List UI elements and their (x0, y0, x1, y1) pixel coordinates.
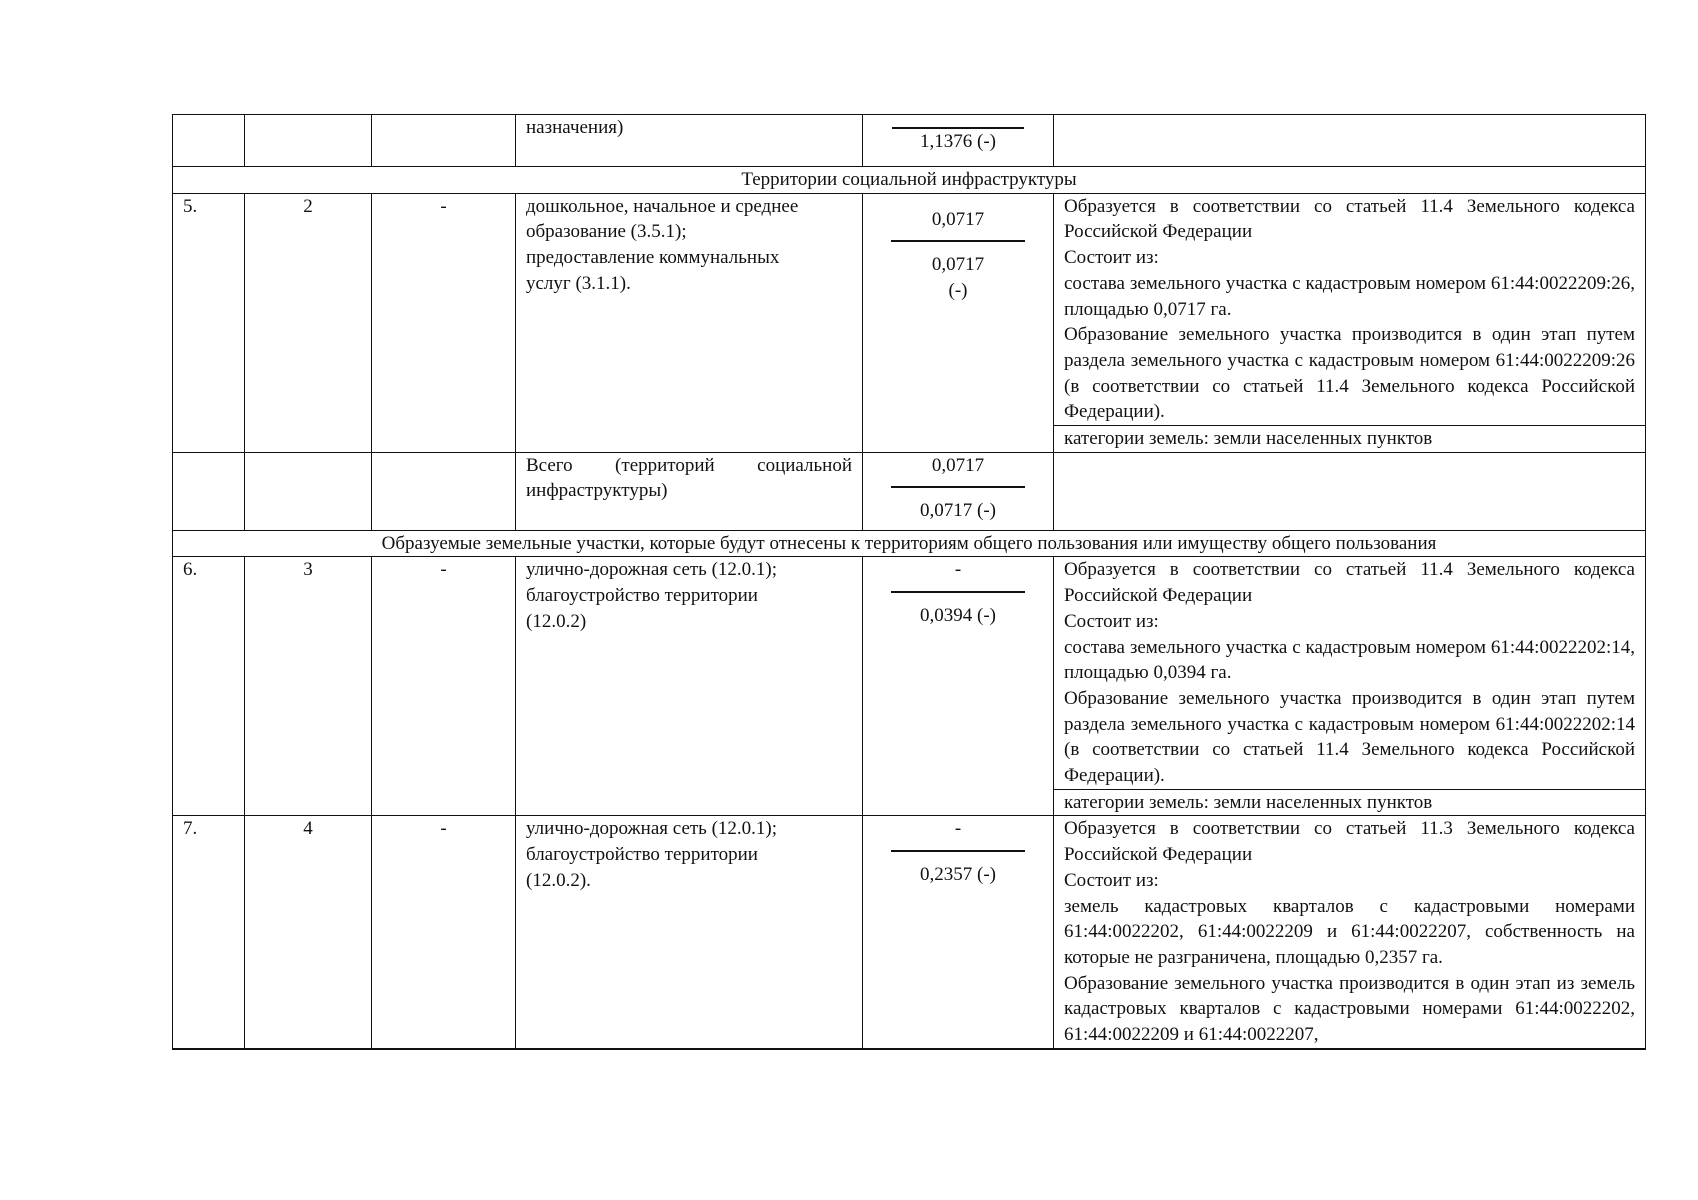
table-row-5 (173, 193, 1646, 452)
section-title-public: Образуемые земельные участки, которые будут отнесены к территориям общего пользования или имуществу общего пользования (173, 530, 1646, 557)
note-line: Состоит из: (1064, 610, 1159, 632)
note-line: Состоит из: (1064, 247, 1159, 269)
use-line: (12.0.2). (526, 869, 591, 891)
dash-cell: - (372, 557, 516, 816)
cell-empty (1054, 115, 1646, 167)
note-cell (1054, 557, 1646, 816)
use-cell (516, 193, 863, 452)
use-cell (516, 816, 863, 1049)
cell-empty (245, 115, 372, 167)
area-bottom: 0,0717 (931, 254, 985, 276)
use-line: улично-дорожная сеть (12.0.1); (526, 559, 778, 581)
area-cell (863, 115, 1054, 167)
note-line: Образуется в соответствии со статьей 11.4 Земельного кодекса Российской Федерации (1064, 559, 1635, 607)
table-row-7 (173, 816, 1646, 1049)
area-cell (863, 452, 1054, 530)
cell-empty (1054, 452, 1646, 530)
cell-empty (245, 452, 372, 530)
use-line: услуг (3.1.1). (526, 272, 631, 294)
note-text (1054, 816, 1645, 1047)
area-bottom-suffix: (-) (948, 280, 968, 302)
note-text (1054, 557, 1645, 788)
area-fraction (863, 194, 1053, 304)
use-line: (12.0.2) (526, 610, 587, 632)
note-line: Образуется в соответствии со статьей 11.4 Земельного кодекса Российской Федерации (1064, 195, 1635, 243)
note-line: Образуется в соответствии со статьей 11.3 Земельного кодекса Российской Федерации (1064, 818, 1635, 866)
section-header-row (173, 167, 1646, 194)
land-category: категории земель: земли населенных пунктов (1054, 425, 1645, 452)
cell-empty (173, 115, 245, 167)
dash-cell: - (372, 193, 516, 452)
row-number: 7. (173, 816, 245, 1049)
use-line: улично-дорожная сеть (12.0.1); (526, 818, 778, 840)
area-fraction (863, 453, 1053, 524)
land-category: категории земель: земли населенных пунктов (1054, 789, 1645, 816)
note-line: состава земельного участка с кадастровым номером 61:44:0022202:14, площадью 0,0394 га. (1064, 636, 1635, 684)
area-cell (863, 557, 1054, 816)
row-number: 6. (173, 557, 245, 816)
use-line: предоставление коммунальных (526, 247, 780, 269)
zone-number: 4 (245, 816, 372, 1049)
note-line: земель кадастровых кварталов с кадастровыми номерами 61:44:0022202, 61:44:0022209 и 61:44:0022207, собственность на которые не разграничена, площадью 0,2357 га. (1064, 895, 1635, 968)
area-bottom: 0,0394 (-) (920, 605, 996, 627)
table-row-6 (173, 557, 1646, 816)
table-row-total (173, 452, 1646, 530)
area-fraction (863, 115, 1053, 155)
fraction-bar (891, 486, 1025, 488)
area-top: 0,0717 (931, 454, 985, 476)
use-cell (516, 557, 863, 816)
area-bottom: 1,1376 (-) (920, 131, 996, 152)
note-cell (1054, 193, 1646, 452)
use-line: образование (3.5.1); (526, 221, 687, 243)
area-cell (863, 193, 1054, 452)
area-top: - (954, 818, 962, 840)
fraction-bar (891, 591, 1025, 593)
cell-empty (173, 452, 245, 530)
area-top: 0,0717 (931, 208, 985, 230)
note-cell (1054, 816, 1646, 1049)
use-line: благоустройство территории (526, 844, 758, 866)
note-line: Образование земельного участка производится в один этап из земель кадастровых кварталов с кадастровыми номерами 61:44:0022202, 61:44:0022209 и 61:44:0022207, (1064, 972, 1635, 1046)
area-bottom: 0,2357 (-) (920, 864, 996, 886)
land-plots-table (172, 114, 1646, 1050)
area-cell (863, 816, 1054, 1049)
area-bottom: 0,0717 (-) (920, 500, 996, 522)
note-text (1054, 194, 1645, 425)
note-line: Образование земельного участка производится в один этап путем раздела земельного участка с кадастровым номером 61:44:0022209:26 (в соответствии со статьей 11.4 Земельного кодекса Российской Федерации). (1064, 324, 1635, 423)
note-line: Образование земельного участка производится в один этап путем раздела земельного участка с кадастровым номером 61:44:0022202:14 (в соответствии со статьей 11.4 Земельного кодекса Российской Федерации). (1064, 687, 1635, 787)
area-top-empty (893, 115, 1023, 127)
row-number: 5. (173, 193, 245, 452)
note-line: Состоит из: (1064, 869, 1159, 891)
area-top: - (954, 559, 962, 581)
fraction-bar (891, 240, 1025, 242)
section-title-social: Территории социальной инфраструктуры (173, 167, 1646, 194)
use-line: дошкольное, начальное и среднее (526, 195, 799, 217)
cell-empty (372, 115, 516, 167)
note-line: состава земельного участка с кадастровым номером 61:44:0022209:26, площадью 0,0717 га. (1064, 272, 1635, 320)
fraction-bar (891, 850, 1025, 852)
cell-empty (372, 452, 516, 530)
total-label: Всего (территорий социальной инфраструктуры) (516, 452, 863, 530)
area-fraction (863, 557, 1053, 628)
zone-number: 2 (245, 193, 372, 452)
use-cell (516, 115, 863, 167)
dash-cell: - (372, 816, 516, 1049)
zone-number: 3 (245, 557, 372, 816)
use-text: назначения) (526, 117, 624, 138)
section-header-row (173, 530, 1646, 557)
use-line: благоустройство территории (526, 585, 758, 607)
table-row-continuation (173, 115, 1646, 167)
area-fraction (863, 816, 1053, 887)
